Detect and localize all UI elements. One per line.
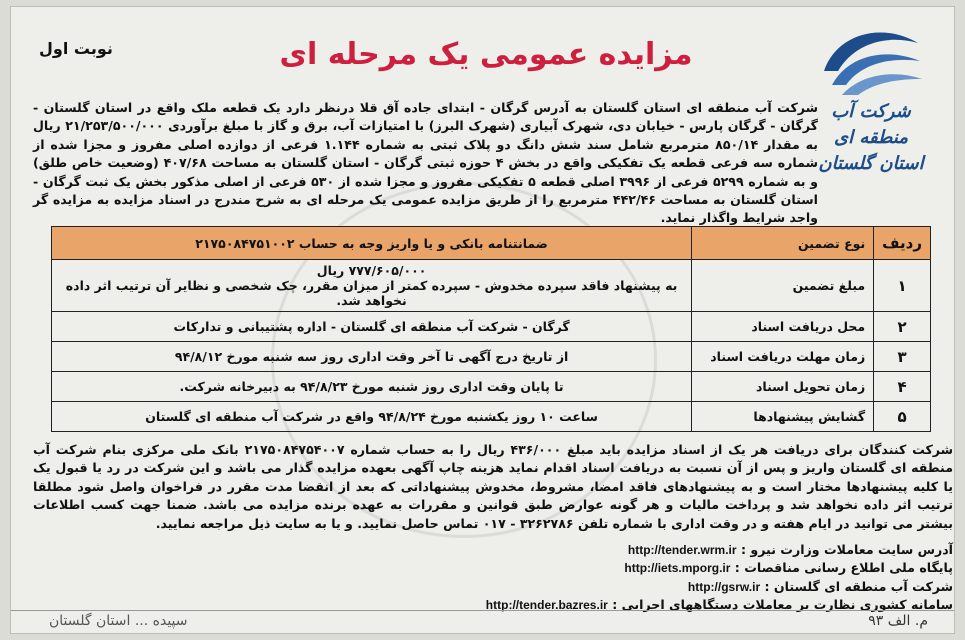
round-label: نوبت اول	[39, 39, 113, 58]
header-guarantee-type: نوع تضمین	[692, 227, 874, 260]
conditions-paragraph: شرکت کنندگان برای دریافت هر یک از اسناد مزایده باید مبلغ ۴۳۶/۰۰۰ ریال را به حساب شماره ۲۱۷۵۰۸۴۷۵۴۰۰۷ بانک ملی مرکزی بنام شرکت آب منطقه ای گلستان واریز و پس از آن نسبت به دریافت اسناد اقدام نماید هزینه چاپ آگهی بعهده مزایده گذار می باشد و این شرکت در رد یا قبول یک یا کلیه پیشنهادها مختار است و به پیشنهادهای فاقد امضا، مشروط، مخدوش پیشنهاداتی که بعد از انقضا مدت مقرر در فراخوان واصل شود مطلقا ترتیب اثر داده نخواهد شد و پرداخت مالیات و هر گونه عوارض طبق قوانین و مقررات به عهده برنده مزایده می باشد. ضمنا جهت کسب اطلاعات بیشتر می توانید در ایام هفته و در وقت اداری با شماره تلفن ۳۲۶۲۷۸۶ - ۰۱۷ تماس حاصل نمایید. و یا به سایت ذیل مراجعه نمایید.	[33, 442, 953, 531]
row-number: ۵	[874, 402, 931, 432]
table-row	[52, 402, 931, 432]
row-description: از تاریخ درج آگهی تا آخر وقت اداری روز سه شنبه مورخ ۹۴/۸/۱۲	[52, 342, 692, 372]
table-row	[52, 312, 931, 342]
link-label: آدرس سایت معاملات وزارت نیرو :	[740, 542, 953, 557]
table-header-row	[52, 227, 931, 260]
table-row	[52, 260, 931, 312]
row-number: ۴	[874, 372, 931, 402]
guarantee-note: به پیشنهاد فاقد سپرده مخدوش - سپرده کمتر از میزان مقرر، چک شخصی و نظایر آن ترتیب اثر داده نخواهد شد.	[65, 278, 678, 308]
logo-line-1: شرکت آب منطقه ای	[831, 101, 911, 148]
header-bank-guarantee: ضمانتنامه بانکی و یا واریز وجه به حساب ۲۱۷۵۰۸۴۷۵۱۰۰۲	[52, 227, 692, 260]
row-type: مبلغ تضمین	[692, 260, 874, 312]
row-description: تا پایان وقت اداری روز شنبه مورخ ۹۴/۸/۲۳ به دبیرخانه شرکت.	[52, 372, 692, 402]
logo-line-2: استان گلستان	[818, 153, 924, 174]
link-url[interactable]: http://gsrw.ir	[687, 579, 761, 594]
auction-details-table	[51, 226, 931, 432]
company-logo	[810, 25, 932, 177]
intro-paragraph: شرکت آب منطقه ای استان گلستان به آدرس گرگان - ابتدای جاده آق قلا درنظر دارد یک قطعه ملک واقع در استان گلستان - گرگان - گرگان پارس - خیابان دی، شهرک آبیاری (شهرک البرز) با امتیازات آب، برق و گاز با مبلغ برآوردی ۲۱/۲۵۳/۵۰۰/۰۰۰ ریال به مقدار ۸۵۰/۱۴ مترمربع شامل سند شش دانگ دو پلاک ثبتی به شماره ۱.۱۴۴ فرعی از دوازده اصلی مفروز و مجزا شده از شماره سه فرعی قطعه یک تفکیکی واقع در بخش ۴ حوزه ثبتی گرگان - استان گلستان به مساحت ۴۰۷/۶۸ (وضعیت خاص طلق) و به شماره ۵۲۹۹ فرعی از ۳۹۹۶ اصلی قطعه ۵ تفکیکی مفروز و مجزا شده از ۵۳۰ فرعی از اصلی مذکور بخش یک ثبت گرگان - استان گلستان به مساحت ۴۴۲/۴۶ مترمربع را از طریق مزایده عمومی یک مرحله ای به شرح مندرج در اسناد مزایده به مزایده گر واجد شرایط واگذار نماید.	[33, 100, 818, 226]
water-wave-icon	[816, 25, 924, 95]
guarantee-amount: ۷۷۷/۶۰۵/۰۰۰ ریال	[316, 263, 427, 278]
link-url[interactable]: http://tender.bazres.ir	[485, 598, 608, 613]
link-url[interactable]: http://tender.wrm.ir	[627, 543, 737, 557]
row-number: ۱	[874, 260, 931, 312]
row-type: محل دریافت اسناد	[692, 312, 874, 342]
link-label: پایگاه ملی اطلاع رسانی مناقصات :	[734, 560, 953, 576]
footer-reference: م. الف ۹۳	[868, 613, 928, 629]
footer-strip	[11, 610, 954, 633]
header-row-number: ردیف	[874, 227, 931, 260]
link-line	[181, 578, 953, 596]
footer-newspaper: سپیده ... استان گلستان	[49, 613, 188, 629]
link-url[interactable]: http://iets.mporg.ir	[624, 561, 731, 576]
advertisement-page	[10, 6, 955, 634]
page-title: مزایده عمومی یک مرحله ای	[279, 37, 693, 72]
row-number: ۲	[874, 312, 931, 342]
row-description: گرگان - شرکت آب منطقه ای گلستان - اداره پشتیبانی و تدارکات	[52, 312, 692, 342]
row-type: گشایش پیشنهادها	[692, 402, 874, 432]
link-label: شرکت آب منطقه ای گلستان :	[764, 578, 953, 594]
link-line	[181, 559, 953, 577]
link-line	[181, 541, 953, 559]
website-links	[181, 541, 953, 615]
row-description	[52, 260, 692, 312]
link-label: سامانه کشوری نظارت بر معاملات دستگاههای اجرایی :	[612, 597, 953, 613]
row-type: زمان مهلت دریافت اسناد	[692, 342, 874, 372]
row-type: زمان تحویل اسناد	[692, 372, 874, 402]
row-number: ۳	[874, 342, 931, 372]
table-row	[52, 342, 931, 372]
row-description: ساعت ۱۰ روز یکشنبه مورخ ۹۴/۸/۲۴ واقع در شرکت آب منطقه ای گلستان	[52, 402, 692, 432]
table-row	[52, 372, 931, 402]
